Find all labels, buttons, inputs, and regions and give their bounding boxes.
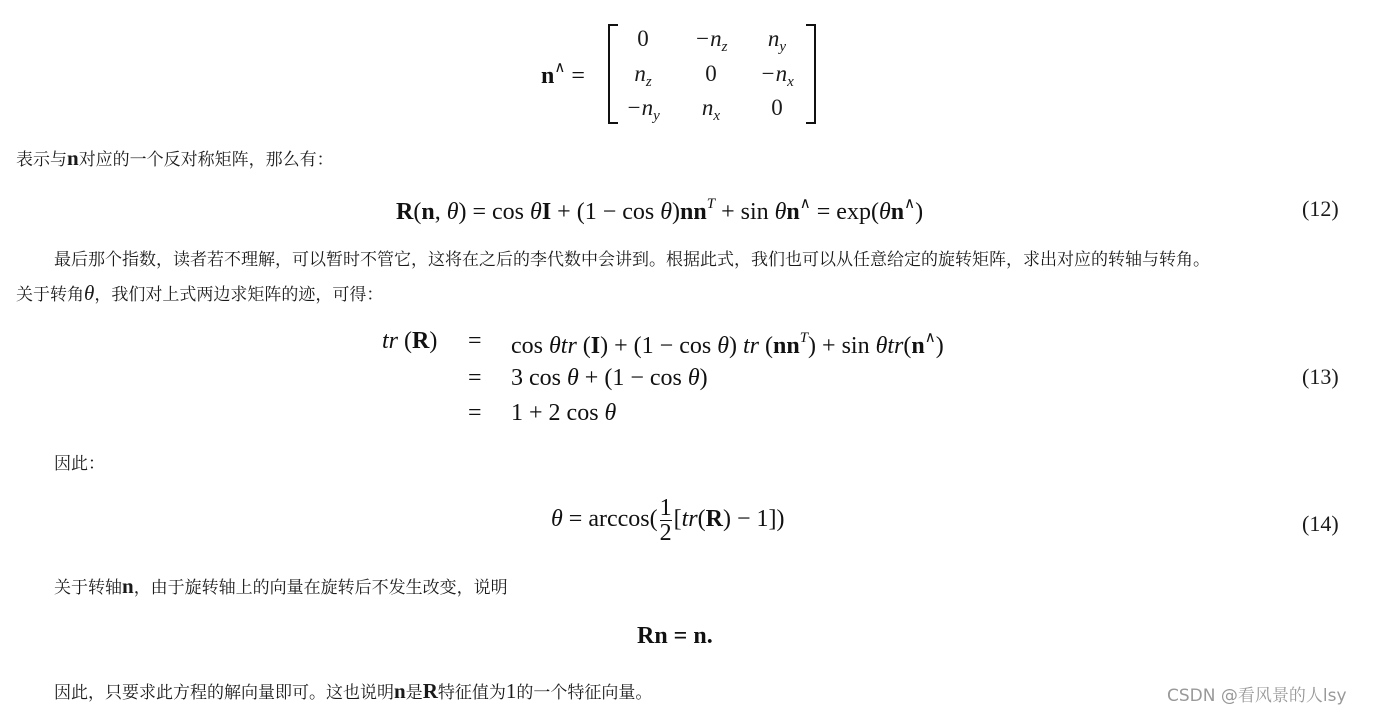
equation-12: R(n, $\theta) = \cos \theta I + (1 - \cos \theta)nn^T + \sin \theta n^\wedge = \exp(\theta n^\wedge)$ [396, 196, 924, 225]
matrix-cell: $-n_x$ [760, 61, 794, 90]
equation-number: (13) [1302, 364, 1339, 389]
paragraph-5: 因此，只要求此方程的解向量即可。这也说明n是R特征值为1的一个特征向量。 [54, 679, 653, 703]
equals-sign: = [468, 365, 482, 391]
matrix-cell: $n_x$ [701, 95, 721, 124]
paragraph-2-line-1: 最后那个指数，读者若不理解，可以暂时不管它，这将在之后的李代数中会讲到。根据此式，我们也可以从任意给定的旋转矩阵，求出对应的转轴与转角。 [54, 250, 1210, 270]
paragraph-4: 关于转轴n，由于旋转轴上的向量在旋转后不发生改变，说明 [54, 574, 508, 598]
matrix-lhs: n∧ = [541, 60, 585, 89]
equation-13-rhs-1: cos θtr (I) + (1 − cos θ) tr $(nn^T) + \sin \theta tr(n^\wedge)$ [511, 330, 944, 359]
paragraph-1: 表示与n对应的一个反对称矩阵，那么有： [16, 146, 334, 170]
matrix-cell: $n_y$ [767, 26, 787, 55]
matrix-cell: 0 [705, 61, 717, 86]
equation-13-line-1: tr (R) [382, 328, 438, 354]
equation-13-rhs-2: 3 cos θ + (1 − cos θ) [511, 365, 708, 391]
skew-matrix [608, 24, 816, 124]
matrix-cell: 0 [637, 26, 649, 51]
matrix-cell: $-n_y$ [626, 95, 660, 124]
equation-number: (14) [1302, 511, 1339, 536]
matrix-cell: $n_z$ [634, 61, 652, 90]
paragraph-2-line-2: 关于转角θ，我们对上式两边求矩阵的迹，可得： [16, 281, 384, 305]
equation-13-rhs-3: 1 + 2 cos θ [511, 400, 617, 426]
matrix-cell: $-n_z$ [694, 26, 728, 55]
equation-14: θ = arccos( $\frac{1}{2}$ [tr(R) − 1]) [551, 495, 785, 546]
matrix-cell: 0 [771, 95, 783, 120]
equals-sign: = [468, 400, 482, 426]
equals-sign: = [468, 328, 482, 354]
csdn-watermark: CSDN @看风景的人lsy [1167, 686, 1347, 706]
equation-rn-equals-n: Rn = n. [637, 623, 713, 649]
equation-number: (12) [1302, 196, 1339, 221]
paragraph-3: 因此： [54, 454, 105, 474]
